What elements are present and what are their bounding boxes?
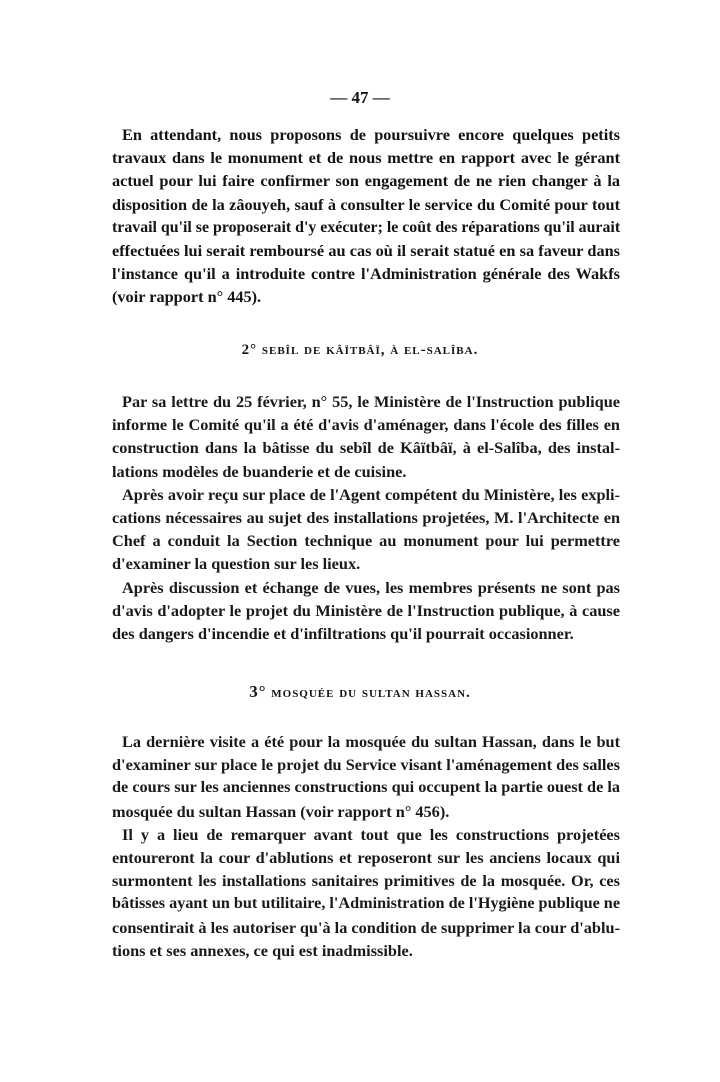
text-line: Après discussion et échange de vues, les membres présents ne sont pas (122, 577, 620, 597)
text-line: travaux dans le monument et de nous mettre en rapport avec le gérant (112, 148, 620, 168)
text-line: bâtisses ayant un but utilitaire, l'Administration de l'Hygiène publique ne (112, 894, 620, 913)
text-line: En attendant, nous proposons de poursuivre encore quelques petits (122, 125, 620, 144)
text-line: (voir rapport n° 445). (112, 287, 262, 307)
section-heading-3 (0, 682, 720, 702)
text-line: disposition de la zâouyeh, sauf à consulter le service du Comité pour tout (112, 194, 620, 214)
section-heading-2 (0, 342, 720, 359)
text-line: tions et ses annexes, ce qui est inadmissible. (112, 940, 413, 960)
text-line: de cours sur les anciennes constructions qui occupent la partie ouest de la (112, 778, 620, 797)
section-number: 2° (241, 342, 258, 358)
text-line: construction dans la bâtisse du sebîl de Kâïtbâï, à el-Salîba, des instal- (112, 438, 620, 458)
text-line: lations modèles de buanderie et de cuisine. (112, 461, 407, 481)
page-number: — 47 — (330, 88, 390, 107)
text-line: effectuées lui serait remboursé au cas où il serait statué en sa faveur dans (112, 240, 620, 260)
paragraph-1 (112, 123, 620, 309)
section-title: mosquée du sultan hassan. (271, 685, 471, 701)
text-line: entoureront la cour d'ablutions et reposeront sur les anciens locaux qui (112, 847, 620, 867)
text-line: cations nécessaires au sujet des installations projetées, M. l'Architecte en (112, 507, 620, 527)
text-line: l'instance qu'il a introduite contre l'Administration générale des Wakfs (112, 264, 620, 284)
section-2-body (112, 390, 620, 645)
text-line: Après avoir reçu sur place de l'Agent compétent du Ministère, les expli- (122, 484, 620, 504)
text-line: d'avis d'adopter le projet du Ministère de l'Instruction publique, à cause (112, 600, 620, 620)
section-3-body (112, 730, 620, 962)
section-title: sebîl de kâïtbâï, à el-salîba. (261, 342, 479, 358)
text-line: Il y a lieu de remarquer avant tout que les constructions projetées (122, 824, 620, 844)
text-line: informe le Comité qu'il a été d'avis d'aménager, dans l'école des filles en (112, 415, 620, 435)
text-line: travail qu'il se proposerait d'y exécuter; le coût des réparations qu'il aurait (112, 218, 621, 236)
text-line: d'examiner sur place le projet du Service visant l'aménagement des salles (112, 755, 620, 775)
text-line: Chef a conduit la Section technique au monument pour lui permettre (112, 531, 620, 551)
text-line: consentirait à les autoriser qu'à la condition de supprimer la cour d'ablu- (112, 917, 620, 937)
text-line: Par sa lettre du 25 février, n° 55, le Ministère de l'Instruction publique (122, 392, 620, 411)
text-line: surmontent les installations sanitaires primitives de la mosquée. Or, ces (112, 871, 620, 891)
text-line: d'examiner la question sur les lieux. (112, 554, 361, 574)
section-number: 3° (249, 682, 267, 701)
text-line: des dangers d'incendie et d'infiltrations qu'il pourrait occasionner. (112, 623, 574, 643)
text-line: actuel pour lui faire confirmer son engagement de ne rien changer à la (112, 171, 620, 191)
text-line: La dernière visite a été pour la mosquée du sultan Hassan, dans le but (122, 732, 620, 751)
text-line: mosquée du sultan Hassan (voir rapport n° 456). (112, 801, 450, 821)
